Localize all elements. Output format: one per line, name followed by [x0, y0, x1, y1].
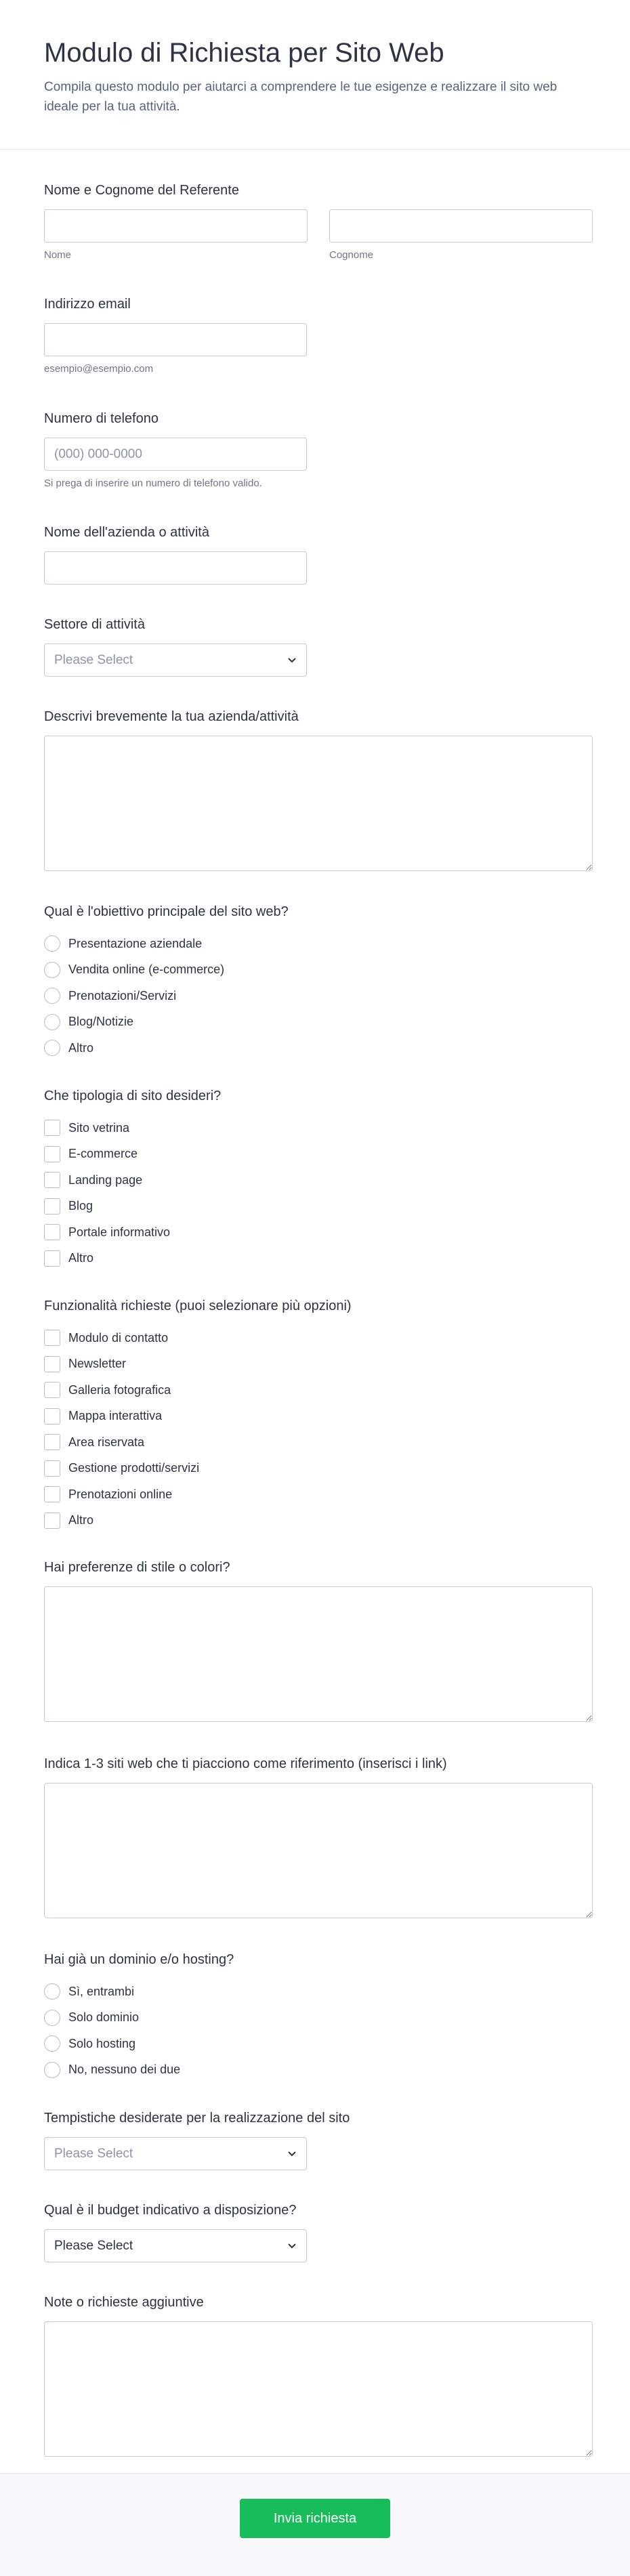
option-label: Modulo di contatto — [68, 1330, 169, 1345]
chevron-down-icon — [287, 2241, 297, 2250]
radio-circle[interactable] — [44, 2010, 60, 2026]
budget-label: Qual è il budget indicativo a disposizione? — [44, 2203, 297, 2218]
sector-label: Settore di attività — [44, 617, 145, 632]
sector-select-value: Please Select — [54, 652, 133, 667]
option-label: Mappa interattiva — [68, 1409, 163, 1423]
field-notes — [44, 2294, 593, 2457]
option-label: Solo hosting — [68, 2036, 136, 2050]
first-name-sublabel: Nome — [44, 249, 72, 261]
first-name-input[interactable] — [44, 209, 308, 242]
timeline-select-value: Please Select — [54, 2146, 133, 2161]
field-phone — [44, 410, 593, 489]
site-type-option[interactable] — [44, 1194, 593, 1220]
option-label: E-commerce — [68, 1147, 138, 1161]
option-label: Altro — [68, 1040, 94, 1055]
last-name-sublabel: Cognome — [329, 249, 374, 261]
features-option[interactable] — [44, 1377, 593, 1403]
email-input[interactable] — [44, 323, 307, 356]
field-domain — [44, 1951, 593, 2083]
checkbox[interactable] — [44, 1330, 60, 1346]
site-type-label: Che tipologia di sito desideri? — [44, 1089, 222, 1103]
references-label: Indica 1-3 siti web che ti piacciono come riferimento (inserisci i link) — [44, 1756, 447, 1771]
radio-circle[interactable] — [44, 962, 60, 978]
option-label: Gestione prodotti/servizi — [68, 1461, 200, 1475]
option-label: Portale informativo — [68, 1225, 171, 1239]
checkbox[interactable] — [44, 1172, 60, 1188]
domain-option[interactable] — [44, 2057, 593, 2084]
radio-circle[interactable] — [44, 2035, 60, 2052]
radio-circle[interactable] — [44, 2062, 60, 2078]
goal-option[interactable] — [44, 1035, 593, 1061]
option-label: Landing page — [68, 1173, 143, 1187]
option-label: Galleria fotografica — [68, 1382, 171, 1397]
field-goal — [44, 904, 593, 1061]
checkbox[interactable] — [44, 1146, 60, 1162]
email-sublabel: esempio@esempio.com — [44, 363, 154, 375]
timeline-select[interactable] — [44, 2137, 307, 2170]
chevron-down-icon — [287, 655, 297, 664]
field-budget — [44, 2202, 593, 2262]
checkbox[interactable] — [44, 1513, 60, 1529]
company-label: Nome dell'azienda o attività — [44, 525, 209, 540]
checkbox[interactable] — [44, 1120, 60, 1136]
checkbox[interactable] — [44, 1356, 60, 1372]
form-footer — [0, 2473, 630, 2576]
goal-option[interactable] — [44, 983, 593, 1009]
option-label: Altro — [68, 1251, 94, 1265]
chevron-down-icon — [287, 2149, 297, 2158]
goal-option[interactable] — [44, 931, 593, 957]
company-input[interactable] — [44, 551, 307, 585]
goal-option[interactable] — [44, 1009, 593, 1036]
domain-option[interactable] — [44, 2031, 593, 2057]
phone-label: Numero di telefono — [44, 411, 159, 426]
option-label: Altro — [68, 1513, 94, 1527]
site-type-option[interactable] — [44, 1141, 593, 1168]
page-title: Modulo di Richiesta per Sito Web — [44, 38, 444, 68]
form-body — [0, 150, 630, 2473]
site-type-option[interactable] — [44, 1115, 593, 1141]
site-type-option[interactable] — [44, 1167, 593, 1194]
option-label: Sì, entrambi — [68, 1984, 135, 1998]
checkbox[interactable] — [44, 1460, 60, 1477]
field-email — [44, 296, 593, 375]
form-header — [0, 0, 630, 150]
features-option[interactable] — [44, 1481, 593, 1508]
submit-button[interactable]: Invia richiesta — [240, 2499, 390, 2538]
domain-option[interactable] — [44, 1979, 593, 2005]
field-company — [44, 524, 593, 585]
radio-circle[interactable] — [44, 988, 60, 1004]
features-option[interactable] — [44, 1403, 593, 1430]
last-name-input[interactable] — [329, 209, 593, 242]
field-sector — [44, 616, 593, 677]
budget-select[interactable] — [44, 2229, 307, 2262]
domain-label: Hai già un dominio e/o hosting? — [44, 1952, 234, 1967]
radio-circle[interactable] — [44, 1983, 60, 2000]
radio-circle[interactable] — [44, 1040, 60, 1056]
checkbox[interactable] — [44, 1486, 60, 1502]
option-label: Vendita online (e-commerce) — [68, 963, 225, 977]
sector-select[interactable] — [44, 643, 307, 677]
option-label: Blog — [68, 1199, 93, 1213]
budget-select-value: Please Select — [54, 2238, 133, 2253]
option-label: Newsletter — [68, 1357, 127, 1371]
features-option[interactable] — [44, 1429, 593, 1456]
page-description: Compila questo modulo per aiutarci a comprendere le tue esigenze e realizzare il sito web ideale per la tua attività. — [44, 80, 558, 114]
site-type-option[interactable] — [44, 1219, 593, 1246]
option-label: Prenotazioni online — [68, 1487, 173, 1501]
checkbox[interactable] — [44, 1434, 60, 1450]
checkbox[interactable] — [44, 1408, 60, 1424]
references-textarea[interactable] — [44, 1783, 593, 1918]
field-timeline — [44, 2110, 593, 2170]
option-label: No, nessuno dei due — [68, 2063, 181, 2077]
description-textarea[interactable] — [44, 736, 593, 871]
goal-label: Qual è l'obiettivo principale del sito web? — [44, 904, 289, 919]
features-label: Funzionalità richieste (puoi selezionare più opzioni) — [44, 1298, 352, 1313]
field-references — [44, 1756, 593, 1918]
description-label: Descrivi brevemente la tua azienda/attività — [44, 709, 299, 724]
features-option[interactable] — [44, 1325, 593, 1351]
phone-input[interactable] — [44, 438, 307, 471]
option-label: Solo dominio — [68, 2010, 140, 2025]
features-option[interactable] — [44, 1508, 593, 1534]
field-style — [44, 1559, 593, 1722]
radio-circle[interactable] — [44, 935, 60, 952]
email-label: Indirizzo email — [44, 297, 131, 312]
field-contact-name — [44, 182, 593, 261]
field-description — [44, 709, 593, 871]
goal-option[interactable] — [44, 957, 593, 984]
field-site-type — [44, 1088, 593, 1271]
option-label: Sito vetrina — [68, 1120, 130, 1135]
option-label: Prenotazioni/Servizi — [68, 988, 177, 1002]
features-option[interactable] — [44, 1351, 593, 1378]
option-label: Presentazione aziendale — [68, 936, 203, 950]
site-type-option[interactable] — [44, 1246, 593, 1272]
radio-circle[interactable] — [44, 1014, 60, 1030]
checkbox[interactable] — [44, 1250, 60, 1267]
contact-name-label: Nome e Cognome del Referente — [44, 183, 239, 198]
notes-textarea[interactable] — [44, 2321, 593, 2457]
option-label: Area riservata — [68, 1435, 145, 1449]
domain-option[interactable] — [44, 2005, 593, 2031]
checkbox[interactable] — [44, 1382, 60, 1398]
option-label: Blog/Notizie — [68, 1015, 134, 1029]
phone-sublabel: Si prega di inserire un numero di telefono valido. — [44, 478, 262, 489]
checkbox[interactable] — [44, 1198, 60, 1215]
style-textarea[interactable] — [44, 1586, 593, 1722]
features-option[interactable] — [44, 1456, 593, 1482]
field-features — [44, 1298, 593, 1534]
notes-label: Note o richieste aggiuntive — [44, 2295, 204, 2310]
checkbox[interactable] — [44, 1224, 60, 1240]
style-label: Hai preferenze di stile o colori? — [44, 1560, 230, 1575]
timeline-label: Tempistiche desiderate per la realizzazione del sito — [44, 2111, 350, 2126]
